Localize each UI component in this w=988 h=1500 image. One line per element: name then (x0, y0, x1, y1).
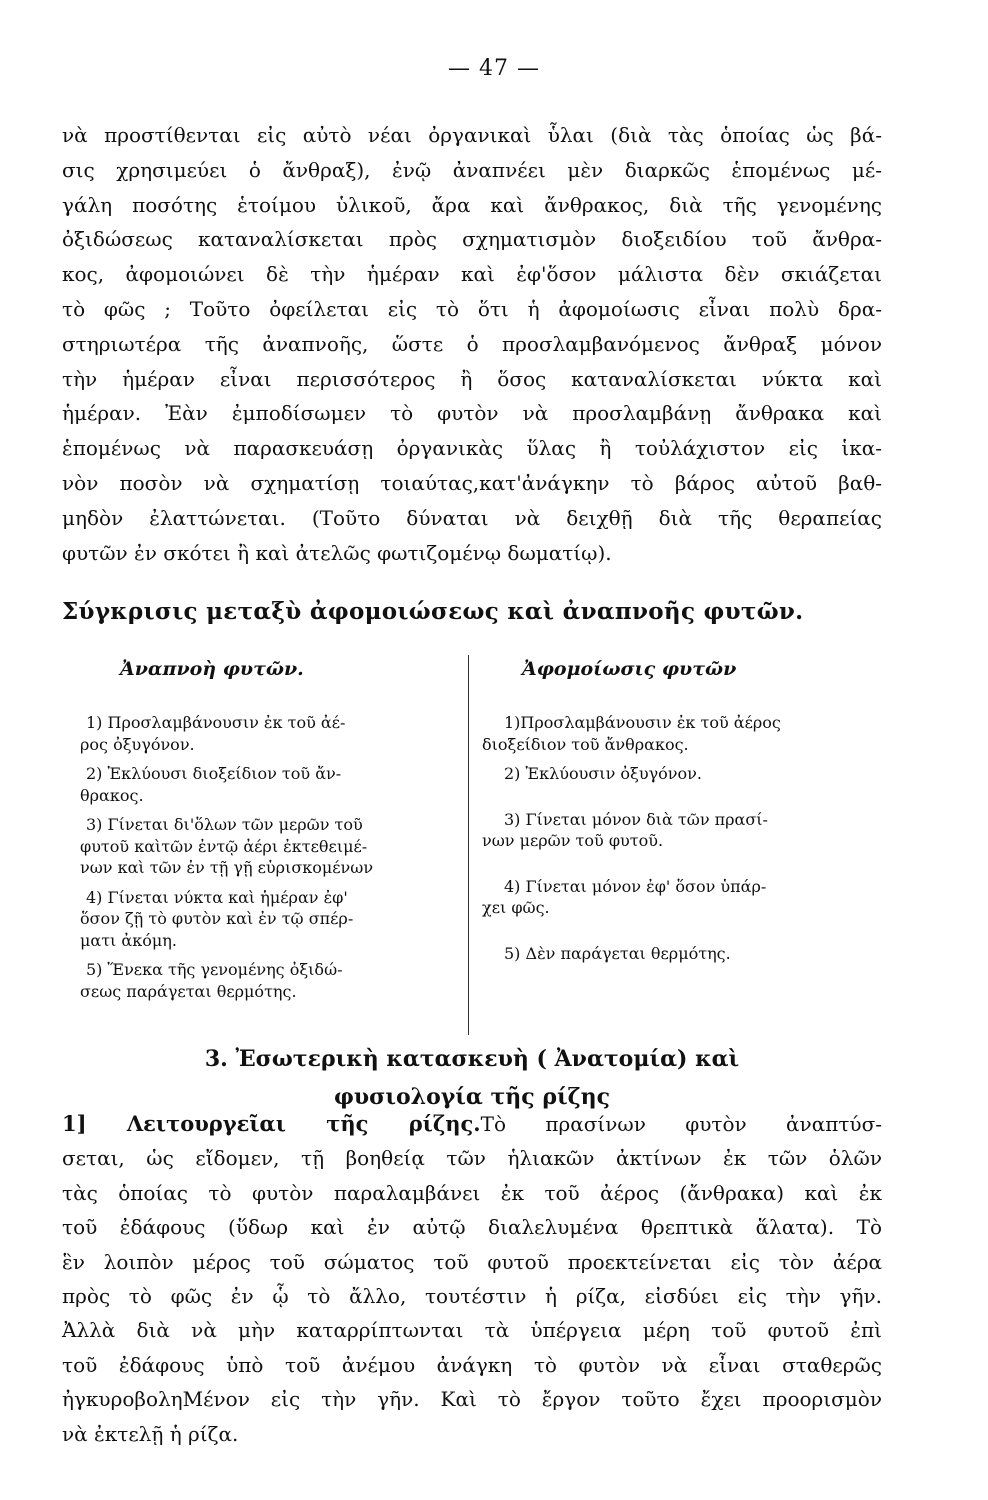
item-line: 1)Προσλαμβάνουσιν ἐκ τοῦ ἀέρος (504, 713, 781, 732)
subsection-heading-line: φυσιολογία τῆς ρίζης (333, 1084, 611, 1110)
assimilation-column (482, 652, 867, 972)
item-line: νων καὶ τῶν ἐν τῇ γῇ εὑρισκομένων (80, 858, 374, 877)
text-line: φυτῶν ἐν σκότει ἢ καὶ ἀτελῶς φωτιζομένῳ δωματίῳ). (62, 540, 612, 565)
item-line: 3) Γίνεται δι'ὅλων τῶν μερῶν τοῦ (86, 815, 363, 834)
text-line: ἓν λοιπὸν μέρος τοῦ σώματος τοῦ φυτοῦ προεκτείνεται εἰς τὸν ἀέρα (62, 1249, 882, 1274)
item-line: 4) Γίνεται μόνον ἐφ' ὅσον ὑπάρ- (504, 876, 767, 896)
text-line: πρὸς τὸ φῶς ἐν ᾧ τὸ ἄλλο, τουτέστιν ἡ ρίζα, εἰσδύει εἰς τὴν γῆν. (62, 1283, 882, 1308)
text-line: νὰ προστίθενται εἰς αὐτὸ νέαι ὀργανικαὶ ὗλαι (διὰ τὰς ὁποίας ὡς βά- (62, 123, 882, 147)
text-line: μηδὸν ἐλαττώνεται. (Τοῦτο δύναται νὰ δειχθῇ διὰ τῆς θεραπείας (62, 505, 882, 530)
list-item (482, 876, 867, 919)
text-line: ἡμέραν. Ἐὰν ἐμποδίσωμεν τὸ φυτὸν νὰ προσλαμβάνῃ ἄνθρακα καὶ (62, 401, 882, 426)
item-line: 2) Ἐκλύουσιν ὀξυγόνον. (504, 764, 702, 783)
text-line: ἑπομένως νὰ παρασκευάσῃ ὀργανικὰς ὕλας ἢ τοὐλάχιστον εἰς ἱκα- (62, 436, 882, 461)
text-line: τὴν ἡμέραν εἶναι περισσότερος ἢ ὅσος καταναλίσκεται νύκτα καὶ (62, 366, 882, 391)
item-line: ρος ὀξυγόνον. (80, 734, 195, 754)
item-line: θρακος. (80, 785, 144, 805)
text-line: τοῦ ἐδάφους (ὕδωρ καὶ ἐν αὐτῷ διαλελυμένα θρεπτικὰ ἅλατα). Τὸ (62, 1215, 882, 1240)
list-item (80, 887, 460, 952)
list-item (482, 712, 867, 755)
run-in-heading: 1] Λειτουργεῖαι τῆς ρίζης. (62, 1111, 481, 1136)
item-line: 5) Ἕνεκα τῆς γενομένης ὀξιδώ- (86, 960, 343, 979)
text-line: ἠγκυροβοληΜένον εἰς τὴν γῆν. Καὶ τὸ ἔργον τοῦτο ἔχει προορισμὸν (62, 1387, 882, 1412)
text-line: σεται, ὡς εἴδομεν, τῇ βοηθείᾳ τῶν ἡλιακῶν ἀκτίνων ἐκ τῶν ὁλῶν (62, 1146, 882, 1171)
item-line: φυτοῦ καὶτῶν ἐντῷ ἀέρι ἐκτεθειμέ- (80, 836, 368, 856)
text-line: κος, ἀφομοιώνει δὲ τὴν ἡμέραν καὶ ἐφ'ὅσον μάλιστα δὲν σκιάζεται (62, 262, 882, 287)
subsection-heading-line: 3. Ἐσωτερικὴ κατασκευὴ ( Ἀνατομία) καὶ (204, 1046, 740, 1072)
list-item (482, 943, 867, 965)
text-line: τοῦ ἐδάφους ὑπὸ τοῦ ἀνέμου ἀνάγκη τὸ φυτὸν νὰ εἶναι σταθερῶς (62, 1352, 882, 1377)
text-line: σις χρησιμεύει ὁ ἄνθραξ), ἐνῷ ἀναπνέει μὲν διαρκῶς ἑπομένως μέ- (62, 157, 882, 182)
text-line: ὀξιδώσεως καταναλίσκεται πρὸς σχηματισμὸν διοξειδίου τοῦ ἄνθρα- (62, 227, 882, 252)
page-number: — 47 — (448, 56, 540, 81)
text-line: νὰ ἐκτελῇ ἡ ρίζα. (62, 1421, 239, 1446)
text-line: Ἀλλὰ διὰ νὰ μὴν καταρρίπτωνται τὰ ὑπέργεια μέρη τοῦ φυτοῦ ἐπὶ (62, 1318, 882, 1343)
text-line: νὸν ποσὸν νὰ σχηματίσῃ τοιαύτας,κατ'ἀνάγκην τὸ βάρος αὐτοῦ βαθ- (62, 470, 882, 495)
text-line (62, 1107, 882, 1141)
bottom-paragraph (62, 1107, 882, 1451)
list-item (80, 959, 460, 1002)
list-item (80, 763, 460, 806)
item-line: χει φῶς. (482, 898, 550, 917)
text-line: τὸ φῶς ; Τοῦτο ὀφείλεται εἰς τὸ ὅτι ἡ ἀφομοίωσις εἶναι πολὺ δρα- (62, 296, 882, 321)
assimilation-column-title: Ἀφομοίωσις φυτῶν (522, 658, 737, 680)
item-line: 2) Ἐκλύουσι διοξείδιον τοῦ ἄν- (86, 764, 342, 783)
item-line: νων μερῶν τοῦ φυτοῦ. (482, 831, 664, 850)
text-line: γάλη ποσότης ἑτοίμου ὑλικοῦ, ἄρα καὶ ἄνθρακος, διὰ τῆς γενομένης (62, 192, 882, 217)
column-divider (468, 655, 469, 1035)
list-item (80, 814, 460, 879)
item-line: 5) Δὲν παράγεται θερμότης. (504, 943, 731, 963)
item-line: 1) Προσλαμβάνουσιν ἐκ τοῦ ἀέ- (86, 713, 346, 732)
text-line: στηριωτέρα τῆς ἀναπνοῆς, ὥστε ὁ προσλαμβανόμενος ἄνθραξ μόνον (62, 331, 882, 356)
subsection-heading (62, 1040, 882, 1116)
respiration-column (80, 652, 460, 1010)
item-line: 4) Γίνεται νύκτα καὶ ἡμέραν ἐφ' (86, 887, 348, 907)
item-line: διοξείδιον τοῦ ἄνθρακος. (482, 734, 689, 754)
text-line-rest: Τὸ πρασίνων φυτὸν ἀναπτύσ- (480, 1112, 882, 1136)
respiration-column-title: Ἀναπνοὴ φυτῶν. (120, 658, 304, 680)
item-line: ὅσον ζῇ τὸ φυτὸν καὶ ἐν τῷ σπέρ- (80, 909, 354, 928)
comparison-heading: Σύγκρισις μεταξὺ ἀφομοιώσεως καὶ ἀναπνοῆς φυτῶν. (62, 598, 804, 625)
item-line: ματι ἀκόμη. (80, 930, 177, 950)
item-line: σεως παράγεται θερμότης. (80, 981, 297, 1001)
list-item (80, 712, 460, 755)
item-line: 3) Γίνεται μόνον διὰ τῶν πρασί- (504, 809, 768, 829)
list-item (482, 763, 867, 785)
text-line: τὰς ὁποίας τὸ φυτὸν παραλαμβάνει ἐκ τοῦ ἀέρος (ἄνθρακα) καὶ ἐκ (62, 1180, 882, 1205)
top-paragraph (62, 118, 882, 570)
list-item (482, 809, 867, 852)
